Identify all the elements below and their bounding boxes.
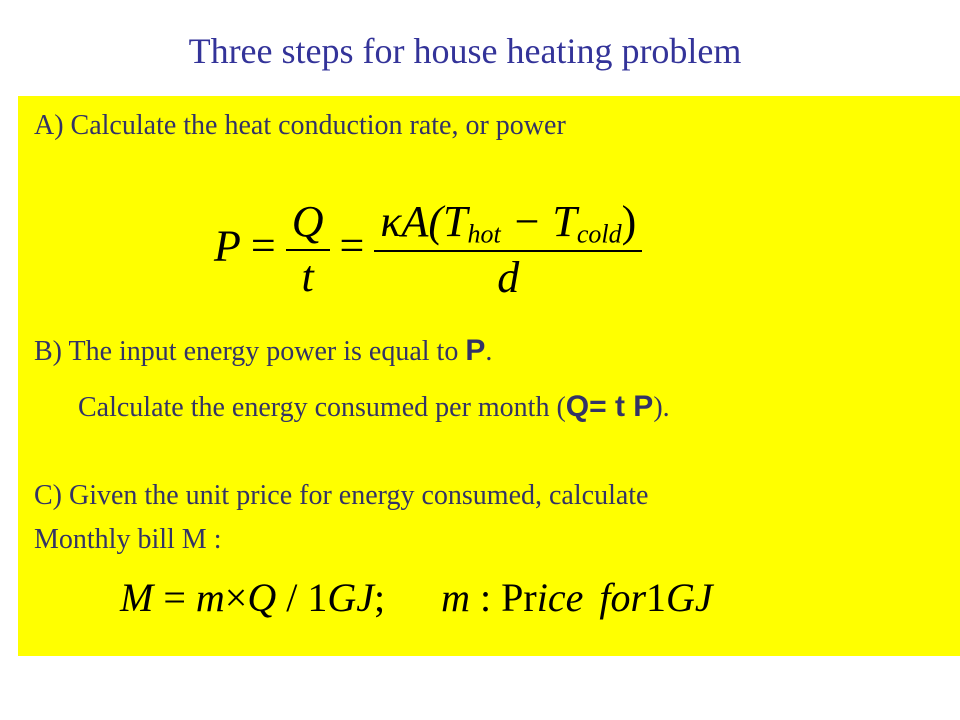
colon: : [470,575,502,620]
times-sign: × [224,575,248,620]
bill-formula [120,574,713,621]
equals-sign: = [250,221,276,271]
price-m: m [441,575,471,620]
for-word: for [599,575,647,620]
energy-formula: Q= t P [565,390,654,423]
power-formula [214,196,642,304]
unit-price-m: m [195,575,225,620]
denominator-d: d [497,252,520,302]
gj-unit-2: GJ [666,575,713,620]
bill-symbol-m: M [120,575,154,620]
denominator-t: t [301,252,314,302]
step-b-text: B) The input energy power is equal to [34,336,466,367]
price-word-pr: Pr [501,575,537,620]
price-word-ice: ice [536,575,584,620]
gj-unit: GJ [327,575,374,620]
subscript-cold: cold [576,219,622,249]
step-c-line1: C) Given the unit price for energy consumed, calculate [34,480,649,511]
slide-title: Three steps for house heating problem [188,31,742,71]
content-panel [18,96,960,656]
step-b-power-symbol: P [465,334,486,367]
equals-sign-2: = [339,221,365,271]
semicolon: ; [374,575,386,620]
one-digit: 1 [307,575,328,620]
step-a-text: A) Calculate the heat conduction rate, or power [34,110,566,141]
step-b-line2-end: ). [653,392,670,423]
slash-sign: / [276,575,308,620]
minus-t: − T [500,197,577,246]
power-symbol: P [214,221,241,271]
kappa-a-t: κA(T [380,197,468,246]
bill-equals: = [153,575,196,620]
step-b-line2-text: Calculate the energy consumed per month ( [78,392,566,423]
one-digit-2: 1 [646,575,667,620]
fraction-conduction [374,196,642,304]
close-paren: ) [621,197,637,246]
step-c-line2: Monthly bill M : [34,524,222,555]
step-b-line1 [34,334,492,368]
energy-q: Q [247,575,277,620]
fraction-q-over-t [286,196,330,304]
numerator-conduction [374,196,642,252]
step-b-line2 [78,390,670,424]
numerator-q: Q [286,196,330,251]
subscript-hot: hot [467,219,501,249]
step-b-period: . [485,336,493,367]
